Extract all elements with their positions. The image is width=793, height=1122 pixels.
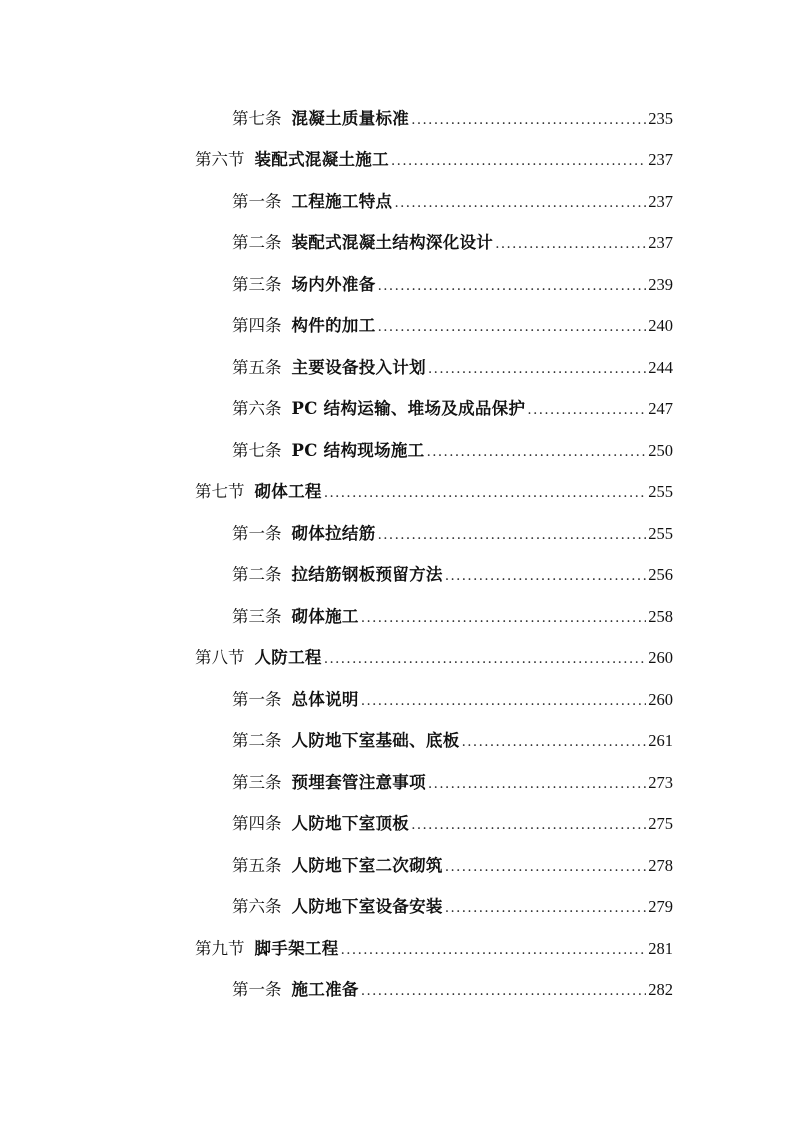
toc-entry-page: 256 bbox=[648, 565, 673, 585]
toc-entry-number: 第三条 bbox=[232, 606, 282, 626]
toc-entry-title: 预埋套管注意事项 bbox=[291, 772, 426, 792]
toc-entry-title: 施工准备 bbox=[291, 980, 359, 1000]
toc-entry-number: 第二条 bbox=[232, 565, 282, 585]
toc-entry-page: 250 bbox=[648, 440, 673, 460]
toc-entry-title: 主要设备投入计划 bbox=[291, 357, 426, 377]
toc-entry-title: 装配式混凝土施工 bbox=[254, 150, 389, 170]
toc-entry-number: 第七节 bbox=[195, 482, 245, 502]
toc-entry-number: 第六节 bbox=[195, 150, 245, 170]
toc-entry-page: 282 bbox=[648, 980, 673, 1000]
toc-entry-page: 235 bbox=[648, 108, 673, 128]
dot-leader bbox=[361, 983, 647, 999]
toc-entry-page: 278 bbox=[648, 855, 673, 875]
toc-entry-page: 255 bbox=[648, 523, 673, 543]
toc-entry-title: 脚手架工程 bbox=[254, 938, 339, 958]
dot-leader bbox=[361, 610, 647, 626]
toc-entry-number: 第二条 bbox=[232, 233, 282, 253]
toc-entry-page: 275 bbox=[648, 814, 673, 834]
toc-entry-number: 第五条 bbox=[232, 855, 282, 875]
dot-leader bbox=[361, 693, 647, 709]
toc-entry[interactable] bbox=[0, 553, 793, 595]
dot-leader bbox=[445, 900, 647, 916]
toc-entry-number: 第一条 bbox=[232, 523, 282, 543]
toc-entry-title: PC 结构运输、堆场及成品保护 bbox=[291, 399, 526, 419]
toc-entry-title: 人防工程 bbox=[254, 648, 322, 668]
toc-entry-page: 279 bbox=[648, 897, 673, 917]
toc-entry-number: 第七条 bbox=[232, 440, 282, 460]
toc-entry[interactable] bbox=[0, 511, 793, 553]
toc-entry-number: 第二条 bbox=[232, 731, 282, 751]
toc-entry-number: 第五条 bbox=[232, 357, 282, 377]
dot-leader bbox=[428, 776, 646, 792]
dot-leader bbox=[378, 278, 647, 294]
toc-entry-number: 第六条 bbox=[232, 399, 282, 419]
toc-entry[interactable] bbox=[0, 304, 793, 346]
dot-leader bbox=[462, 734, 647, 750]
toc-entry[interactable] bbox=[0, 470, 793, 512]
toc-entry-number: 第四条 bbox=[232, 814, 282, 834]
toc-entry-number: 第四条 bbox=[232, 316, 282, 336]
toc-entry-page: 239 bbox=[648, 274, 673, 294]
dot-leader bbox=[341, 942, 647, 958]
toc-entry[interactable] bbox=[0, 843, 793, 885]
dot-leader bbox=[324, 651, 647, 667]
toc-entry-page: 237 bbox=[648, 233, 673, 253]
toc-entry-page: 237 bbox=[648, 191, 673, 211]
toc-entry-page: 260 bbox=[648, 648, 673, 668]
dot-leader bbox=[378, 527, 647, 543]
toc-entry-title: 人防地下室二次砌筑 bbox=[291, 855, 443, 875]
toc-entry[interactable] bbox=[0, 262, 793, 304]
toc-entry[interactable] bbox=[0, 636, 793, 678]
toc-entry-title: 拉结筋钢板预留方法 bbox=[291, 565, 443, 585]
toc-entry-title: 人防地下室基础、底板 bbox=[291, 731, 460, 751]
toc-entry-title: 人防地下室设备安装 bbox=[291, 897, 443, 917]
dot-leader bbox=[391, 153, 646, 169]
toc-entry-number: 第一条 bbox=[232, 980, 282, 1000]
toc-entry[interactable] bbox=[0, 179, 793, 221]
toc-entry-page: 260 bbox=[648, 689, 673, 709]
toc-entry-number: 第六条 bbox=[232, 897, 282, 917]
toc-entry[interactable] bbox=[0, 138, 793, 180]
toc-entry[interactable] bbox=[0, 968, 793, 1010]
toc-entry-page: 255 bbox=[648, 482, 673, 502]
dot-leader bbox=[445, 859, 647, 875]
toc-entry[interactable] bbox=[0, 677, 793, 719]
dot-leader bbox=[495, 236, 646, 252]
toc-entry-page: 244 bbox=[648, 357, 673, 377]
toc-entry[interactable] bbox=[0, 802, 793, 844]
dot-leader bbox=[428, 361, 646, 377]
toc-entry[interactable] bbox=[0, 760, 793, 802]
dot-leader bbox=[394, 195, 646, 211]
dot-leader bbox=[324, 485, 647, 501]
dot-leader bbox=[411, 817, 646, 833]
toc-entry[interactable] bbox=[0, 428, 793, 470]
toc-entry-number: 第三条 bbox=[232, 772, 282, 792]
toc-entry[interactable] bbox=[0, 885, 793, 927]
toc-entry-title: 砌体拉结筋 bbox=[291, 523, 376, 543]
toc-entry[interactable] bbox=[0, 719, 793, 761]
toc-entry-page: 281 bbox=[648, 938, 673, 958]
toc-entry[interactable] bbox=[0, 926, 793, 968]
toc-entry-page: 247 bbox=[648, 399, 673, 419]
dot-leader bbox=[445, 568, 647, 584]
dot-leader bbox=[378, 319, 647, 335]
toc-entry[interactable] bbox=[0, 96, 793, 138]
toc-entry-page: 237 bbox=[648, 150, 673, 170]
toc-entry-number: 第一条 bbox=[232, 689, 282, 709]
toc-entry-title: 工程施工特点 bbox=[291, 191, 393, 211]
toc-entry-title: 砌体施工 bbox=[291, 606, 359, 626]
toc-entry-page: 261 bbox=[648, 731, 673, 751]
toc-entry-title: 人防地下室顶板 bbox=[291, 814, 410, 834]
toc-entry-page: 258 bbox=[648, 606, 673, 626]
toc-entry-title: 装配式混凝土结构深化设计 bbox=[291, 233, 494, 253]
dot-leader bbox=[527, 402, 646, 418]
toc-entry-title: PC 结构现场施工 bbox=[291, 440, 425, 460]
toc-entry-title: 场内外准备 bbox=[291, 274, 376, 294]
toc-entry-number: 第八节 bbox=[195, 648, 245, 668]
toc-entry[interactable] bbox=[0, 387, 793, 429]
toc-entry[interactable] bbox=[0, 221, 793, 263]
toc-entry-number: 第九节 bbox=[195, 938, 245, 958]
dot-leader bbox=[426, 444, 646, 460]
toc-entry-number: 第一条 bbox=[232, 191, 282, 211]
toc-entry-title: 砌体工程 bbox=[254, 482, 322, 502]
toc-entry-page: 240 bbox=[648, 316, 673, 336]
toc-entry[interactable] bbox=[0, 594, 793, 636]
toc-entry[interactable] bbox=[0, 345, 793, 387]
toc-entry-number: 第七条 bbox=[232, 108, 282, 128]
toc-entry-title: 总体说明 bbox=[291, 689, 359, 709]
toc-entry-title: 构件的加工 bbox=[291, 316, 376, 336]
toc-entry-title: 混凝土质量标准 bbox=[291, 108, 410, 128]
toc-entry-number: 第三条 bbox=[232, 274, 282, 294]
table-of-contents bbox=[0, 96, 793, 1009]
dot-leader bbox=[411, 112, 646, 128]
toc-entry-page: 273 bbox=[648, 772, 673, 792]
